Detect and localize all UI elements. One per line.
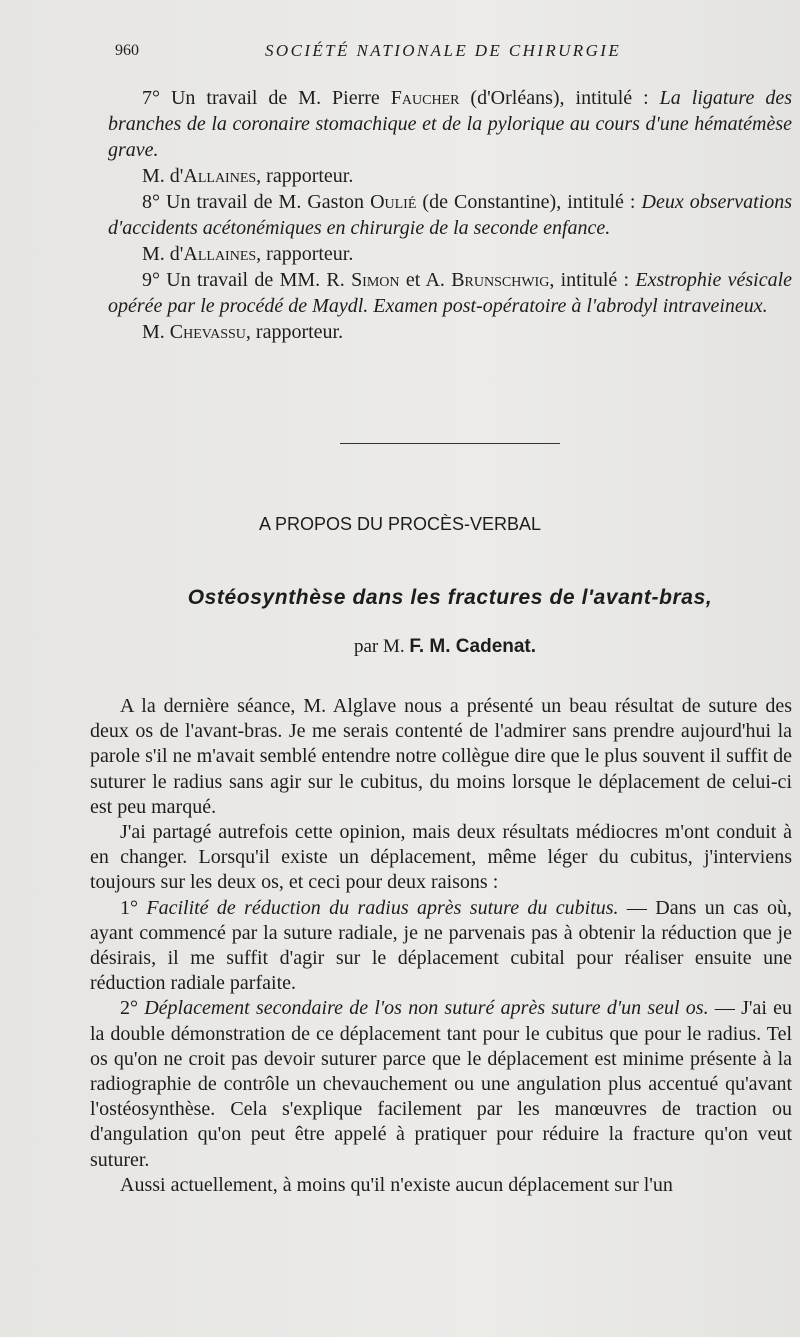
paragraph [90, 996, 792, 1172]
paragraph: Aussi actuellement, à moins qu'il n'existe aucun déplacement sur l'un [120, 1173, 673, 1196]
submission-mid: , intitulé : [549, 269, 636, 291]
submission-author: Oulié [370, 191, 417, 213]
rapporteur-suffix: , rapporteur. [245, 321, 344, 343]
article-byline [0, 636, 800, 658]
section-title: A PROPOS DU PROCÈS-VERBAL [258, 514, 542, 534]
submission-intro: 9° Un travail de MM. R. [142, 269, 352, 291]
rapporteur-line [108, 241, 792, 267]
submission-title: Deux observations d'accidents acétonémiques en chirurgie de la seconde enfance. [108, 191, 792, 239]
rapporteur-name: Allaines [183, 243, 257, 265]
submission-author: Brunschwig [451, 269, 550, 291]
point-text: — J'ai eu la double démonstration de ce déplacement tant pour le cubitus que pour le radius. Tel os qu'on ne croit pas devoir suturer parce que le déplacement est minime présente à la radiographie de contrôle un chevauchement ou une angulation plus accentué qu'avant l'ostéosynthèse. Cela s'explique facilement par les manœuvres de traction ou d'angulation qu'on peut être appelé à pratiquer pour réduire la fracture qu'on veut suturer. [90, 997, 792, 1171]
article-title: Ostéosynthèse dans les fractures de l'avant-bras, [187, 586, 713, 609]
submission-author: Faucher [390, 87, 460, 109]
submission-item [108, 85, 792, 163]
rapporteur-name: Allaines [183, 165, 257, 187]
submission-intro: 8° Un travail de M. Gaston [142, 191, 371, 213]
point-text: — Dans un cas où, ayant commencé par la suture radiale, je ne parvenais pas à obtenir la réduction que je désirais, il me suffit d'agir sur le déplacement cubital pour réaliser ensuite une réduction radiale parfaite. [90, 896, 792, 995]
submission-title: La ligature des branches de la coronaire stomachique et de la pylorique au cours d'une hématémèse grave. [108, 87, 792, 161]
byline-author: F. M. Cadenat. [409, 636, 537, 657]
paragraph: A la dernière séance, M. Alglave nous a présenté un beau résultat de suture des deux os de l'avant-bras. Je me serais contenté de l'admirer sans prendre aujourd'hui la parole s'il ne m'avait semblé entendre notre collègue dire que le plus souvent il suffit de suturer le radius sans agir sur le cubitus, du moins lorsque le déplacement de celui-ci est peu marqué. [90, 695, 792, 818]
submission-mid: et A. [399, 269, 452, 291]
article-body [90, 694, 792, 1198]
rapporteur-line [108, 319, 792, 345]
paragraph [90, 896, 792, 997]
submission-author: Simon [351, 269, 400, 291]
rapporteur-suffix: , rapporteur. [256, 243, 354, 265]
point-title: Déplacement secondaire de l'os non suturé après suture d'un seul os. [144, 997, 709, 1020]
rapporteur-name: Chevassu [169, 321, 246, 343]
rapporteur-line [108, 163, 792, 189]
point-number: 1° [120, 896, 147, 919]
submissions-list [108, 85, 792, 345]
rapporteur-prefix: M. d' [142, 165, 184, 187]
paragraph: J'ai partagé autrefois cette opinion, mais deux résultats médiocres m'ont conduit à en changer. Lorsqu'il existe un déplacement, même léger du cubitus, j'interviens toujours sur les deux os, et ceci pour deux raisons : [90, 821, 792, 894]
page-number: 960 [115, 42, 139, 59]
section-divider [340, 443, 560, 444]
byline-prefix: par M. [353, 636, 410, 657]
submission-item [108, 189, 792, 241]
submission-item [108, 267, 792, 319]
submission-mid: (d'Orléans), intitulé : [459, 87, 660, 109]
rapporteur-prefix: M. [142, 321, 170, 343]
submission-mid: (de Constantine), intitulé : [416, 191, 642, 213]
point-number: 2° [120, 997, 145, 1020]
running-title: SOCIÉTÉ NATIONALE DE CHIRURGIE [265, 41, 622, 60]
rapporteur-prefix: M. d' [142, 243, 184, 265]
submission-title: Exstrophie vésicale opérée par le procédé de Maydl. Examen post-opératoire à l'abrodyl intraveineux. [108, 269, 793, 317]
page-header [115, 40, 780, 64]
submission-intro: 7° Un travail de M. Pierre [142, 87, 391, 109]
rapporteur-suffix: , rapporteur. [256, 165, 354, 187]
point-title: Facilité de réduction du radius après suture du cubitus. [146, 896, 619, 919]
